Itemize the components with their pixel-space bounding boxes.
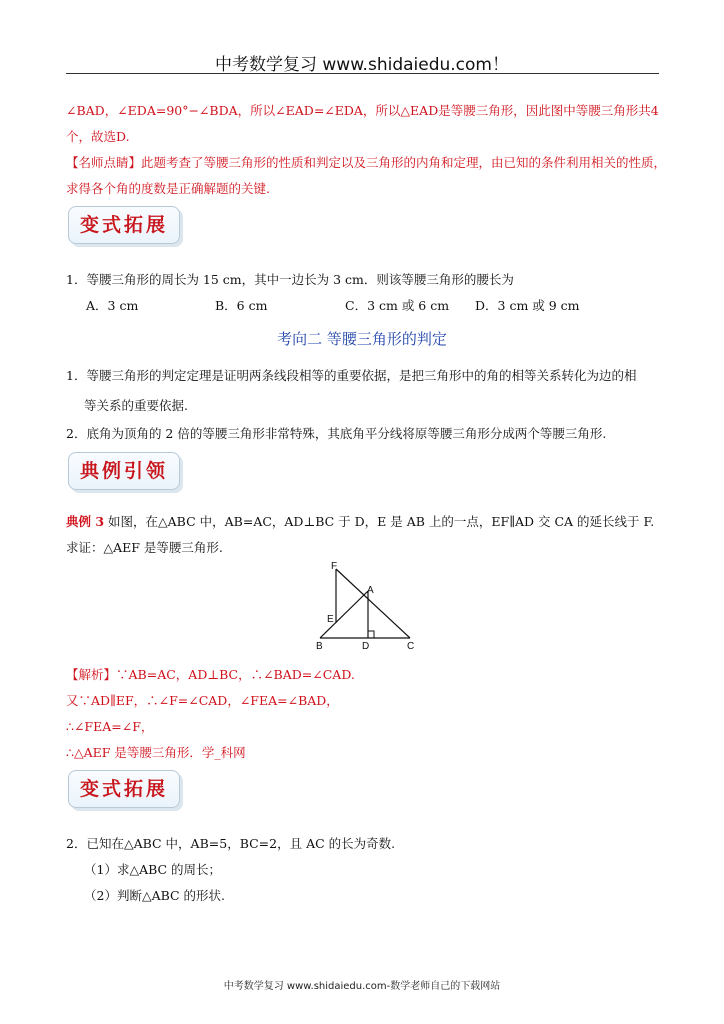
question-2-stem: 2．已知在△ABC 中，AB=5，BC=2，且 AC 的长为奇数.	[66, 836, 396, 851]
question-1-stem: 1．等腰三角形的周长为 15 cm，其中一边长为 3 cm．则该等腰三角形的腰长为	[66, 272, 514, 287]
key-point-1-line-2: 等关系的重要依据.	[84, 398, 188, 413]
label-a: A	[367, 585, 374, 596]
right-angle-mark	[368, 631, 374, 638]
label-b: B	[316, 641, 323, 652]
question-2-part-1: （1）求△ABC 的周长；	[84, 862, 222, 877]
triangle-figure	[310, 560, 430, 654]
teacher-tip-text: 此题考查了等腰三角形的性质和判定以及三角形的内角和定理，由已知的条件利用相关的性质，	[141, 155, 667, 170]
label-e: E	[327, 614, 334, 625]
solution-line-1	[66, 665, 355, 683]
solution-line-1-text: ∵AB=AC，AD⊥BC，∴∠BAD=∠CAD.	[116, 667, 355, 682]
label-c: C	[407, 641, 415, 652]
solution-tag: 【解析】	[66, 667, 117, 682]
variant-extension-badge-2: 变式拓展	[68, 770, 180, 808]
question-1-option-c: C．3 cm 或 6 cm	[345, 298, 450, 313]
section-2-title: 考向二 等腰三角形的判定	[277, 330, 447, 348]
segment-fc	[336, 569, 410, 638]
example-3-label: 典例 3	[66, 514, 105, 529]
question-1-option-d: D．3 cm 或 9 cm	[475, 298, 580, 313]
question-1-option-a: A．3 cm	[86, 298, 139, 313]
example-3-stem	[66, 512, 654, 530]
label-d: D	[362, 641, 370, 652]
teacher-tip-line-1	[66, 153, 666, 171]
intro-line-1: ∠BAD，∠EDA=90°−∠BDA，所以∠EAD=∠EDA，所以△EAD是等腰三角形，因此图中等腰三角形共4	[66, 103, 659, 118]
teacher-tip-line-2: 求得各个角的度数是正确解题的关键.	[66, 181, 270, 196]
page-footer: 中考数学复习 www.shidaiedu.com-数学老师自己的下载网站	[223, 981, 501, 992]
example-3-text: 如图，在△ABC 中，AB=AC，AD⊥BC 于 D，E 是 AB 上的一点，EF∥AD 交 CA 的延长线于 F.	[104, 514, 655, 529]
solution-line-3: ∴∠FEA=∠F，	[66, 719, 154, 734]
key-point-1-line-1: 1．等腰三角形的判定定理是证明两条线段相等的重要依据，是把三角形中的角的相等关系转化为边的相	[66, 368, 637, 383]
label-f: F	[331, 561, 338, 572]
intro-line-2: 个，故选D.	[66, 129, 130, 144]
question-2-part-2: （2）判断△ABC 的形状.	[84, 888, 226, 903]
question-1-option-b: B．6 cm	[215, 298, 268, 313]
typical-example-badge: 典例引领	[68, 452, 180, 490]
page-header-title: 中考数学复习 www.shidaiedu.com！	[215, 55, 509, 75]
solution-line-2: 又∵AD∥EF，∴∠F=∠CAD，∠FEA=∠BAD，	[66, 693, 339, 708]
header-divider	[66, 73, 659, 74]
solution-line-4: ∴△AEF 是等腰三角形．学_科网	[66, 745, 246, 760]
key-point-2: 2．底角为顶角的 2 倍的等腰三角形非常特殊，其底角平分线将原等腰三角形分成两个等腰三角形.	[66, 426, 607, 441]
variant-extension-badge-1: 变式拓展	[68, 206, 180, 244]
teacher-tip-tag: 【名师点睛】	[66, 155, 142, 170]
example-3-prove: 求证：△AEF 是等腰三角形.	[66, 540, 223, 555]
